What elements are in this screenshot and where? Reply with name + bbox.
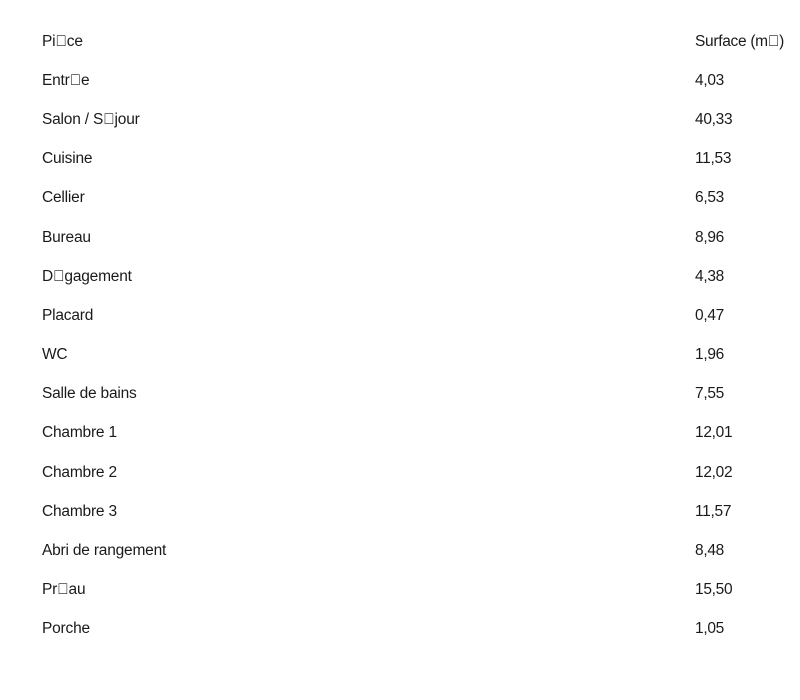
table-row (42, 140, 794, 179)
room-area: 7,55 (695, 385, 724, 403)
table-row (42, 100, 794, 139)
room-area: 15,50 (695, 581, 733, 599)
room-name: Abri de rangement (42, 542, 167, 560)
table-row (42, 218, 794, 257)
header-area: Surface (m ) (695, 32, 784, 50)
table-row (42, 179, 794, 218)
table-row (42, 453, 794, 492)
room-name: Cuisine (42, 150, 93, 168)
table-row (42, 571, 794, 610)
room-area: 8,48 (695, 542, 724, 560)
room-area: 12,02 (695, 463, 733, 481)
room-name: Bureau (42, 228, 91, 246)
room-area: 11,53 (695, 150, 732, 168)
table-row (42, 296, 794, 335)
room-name: Chambre 3 (42, 502, 117, 520)
room-name: Porche (42, 620, 90, 638)
room-area: 0,47 (695, 306, 724, 324)
room-name: Chambre 2 (42, 463, 117, 481)
table-header-row (42, 22, 794, 61)
surface-table (42, 22, 794, 649)
room-name: Chambre 1 (42, 424, 117, 442)
table-row (42, 492, 794, 531)
room-area: 6,53 (695, 189, 724, 207)
table-row (42, 531, 794, 570)
room-name: Cellier (42, 189, 85, 207)
room-area: 1,05 (695, 620, 724, 638)
room-name: Salon / S jour (42, 110, 140, 128)
room-name: Placard (42, 306, 94, 324)
table-row (42, 61, 794, 100)
room-area: 1,96 (695, 346, 724, 364)
room-area: 4,38 (695, 267, 724, 285)
table-row (42, 414, 794, 453)
room-area: 12,01 (695, 424, 733, 442)
header-room: Pi ce (42, 32, 83, 50)
room-area: 4,03 (695, 71, 724, 89)
room-area: 8,96 (695, 228, 724, 246)
room-name: Pr au (42, 581, 86, 599)
table-row (42, 257, 794, 296)
room-name: Entr e (42, 71, 90, 89)
room-area: 40,33 (695, 110, 733, 128)
table-row (42, 336, 794, 375)
room-name: D gagement (42, 267, 132, 285)
room-name: Salle de bains (42, 385, 137, 403)
table-row (42, 610, 794, 649)
room-name: WC (42, 346, 68, 364)
table-row (42, 375, 794, 414)
room-area: 11,57 (695, 502, 732, 520)
